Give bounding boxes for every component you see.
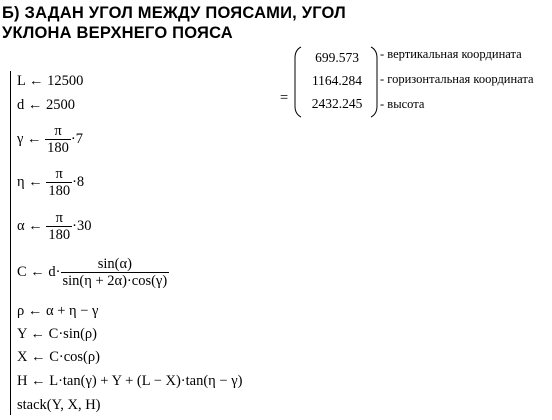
C-fraction (61, 256, 170, 289)
heading-line-1: Б) ЗАДАН УГОЛ МЕЖДУ ПОЯСАМИ, УГОЛ (2, 4, 346, 22)
label-horizontal: - горизонтальная координата (380, 72, 534, 86)
gamma-numerator: π (54, 123, 62, 139)
alpha-denominator: 180 (48, 227, 71, 243)
assign-gamma[interactable] (17, 123, 83, 156)
assign-X[interactable]: X ← C·cos(ρ) (17, 349, 100, 365)
eta-tail: ·8 (72, 173, 85, 190)
label-vertical: - вертикальная координата (380, 47, 522, 61)
gamma-tail: ·7 (70, 130, 84, 147)
program-bracket (10, 71, 11, 415)
assign-alpha[interactable] (17, 210, 91, 243)
assign-C[interactable] (17, 256, 169, 289)
alpha-numerator: π (55, 210, 63, 226)
result-value-1: 699.573 (315, 50, 359, 65)
C-denominator: sin(η + 2α)·cos(γ) (62, 273, 168, 289)
eta-denominator: 180 (48, 183, 71, 199)
result-equals: = (280, 90, 289, 106)
alpha-fraction (46, 210, 72, 243)
assign-d[interactable]: d ← 2500 (17, 97, 75, 113)
alpha-tail: ·30 (72, 217, 92, 234)
alpha-lhs: α ← (17, 217, 47, 234)
heading-line-2: УКЛОНА ВЕРХНЕГО ПОЯСА (2, 24, 233, 42)
eta-fraction (46, 166, 72, 199)
eta-numerator: π (55, 166, 63, 182)
result-left-paren (294, 46, 302, 118)
gamma-fraction (45, 123, 71, 156)
gamma-denominator: 180 (47, 140, 69, 156)
assign-eta[interactable] (17, 166, 84, 199)
assign-rho[interactable]: ρ ← α + η − γ (17, 303, 99, 319)
result-value-2: 1164.284 (311, 73, 363, 88)
C-lhs: C ← d· (17, 263, 61, 280)
gamma-lhs: γ ← (17, 130, 46, 147)
result-value-3: 2432.245 (311, 96, 363, 111)
eta-lhs: η ← (17, 173, 47, 190)
label-height: - высота (380, 97, 425, 111)
stack-call[interactable]: stack(Y, X, H) (17, 397, 101, 413)
section-heading (2, 3, 346, 43)
assign-L[interactable]: L ← 12500 (17, 73, 84, 89)
C-numerator: sin(α) (97, 256, 132, 272)
assign-H[interactable]: H ← L·tan(γ) + Y + (L − X)·tan(η − γ) (17, 373, 243, 389)
assign-Y[interactable]: Y ← C·sin(ρ) (17, 326, 97, 342)
